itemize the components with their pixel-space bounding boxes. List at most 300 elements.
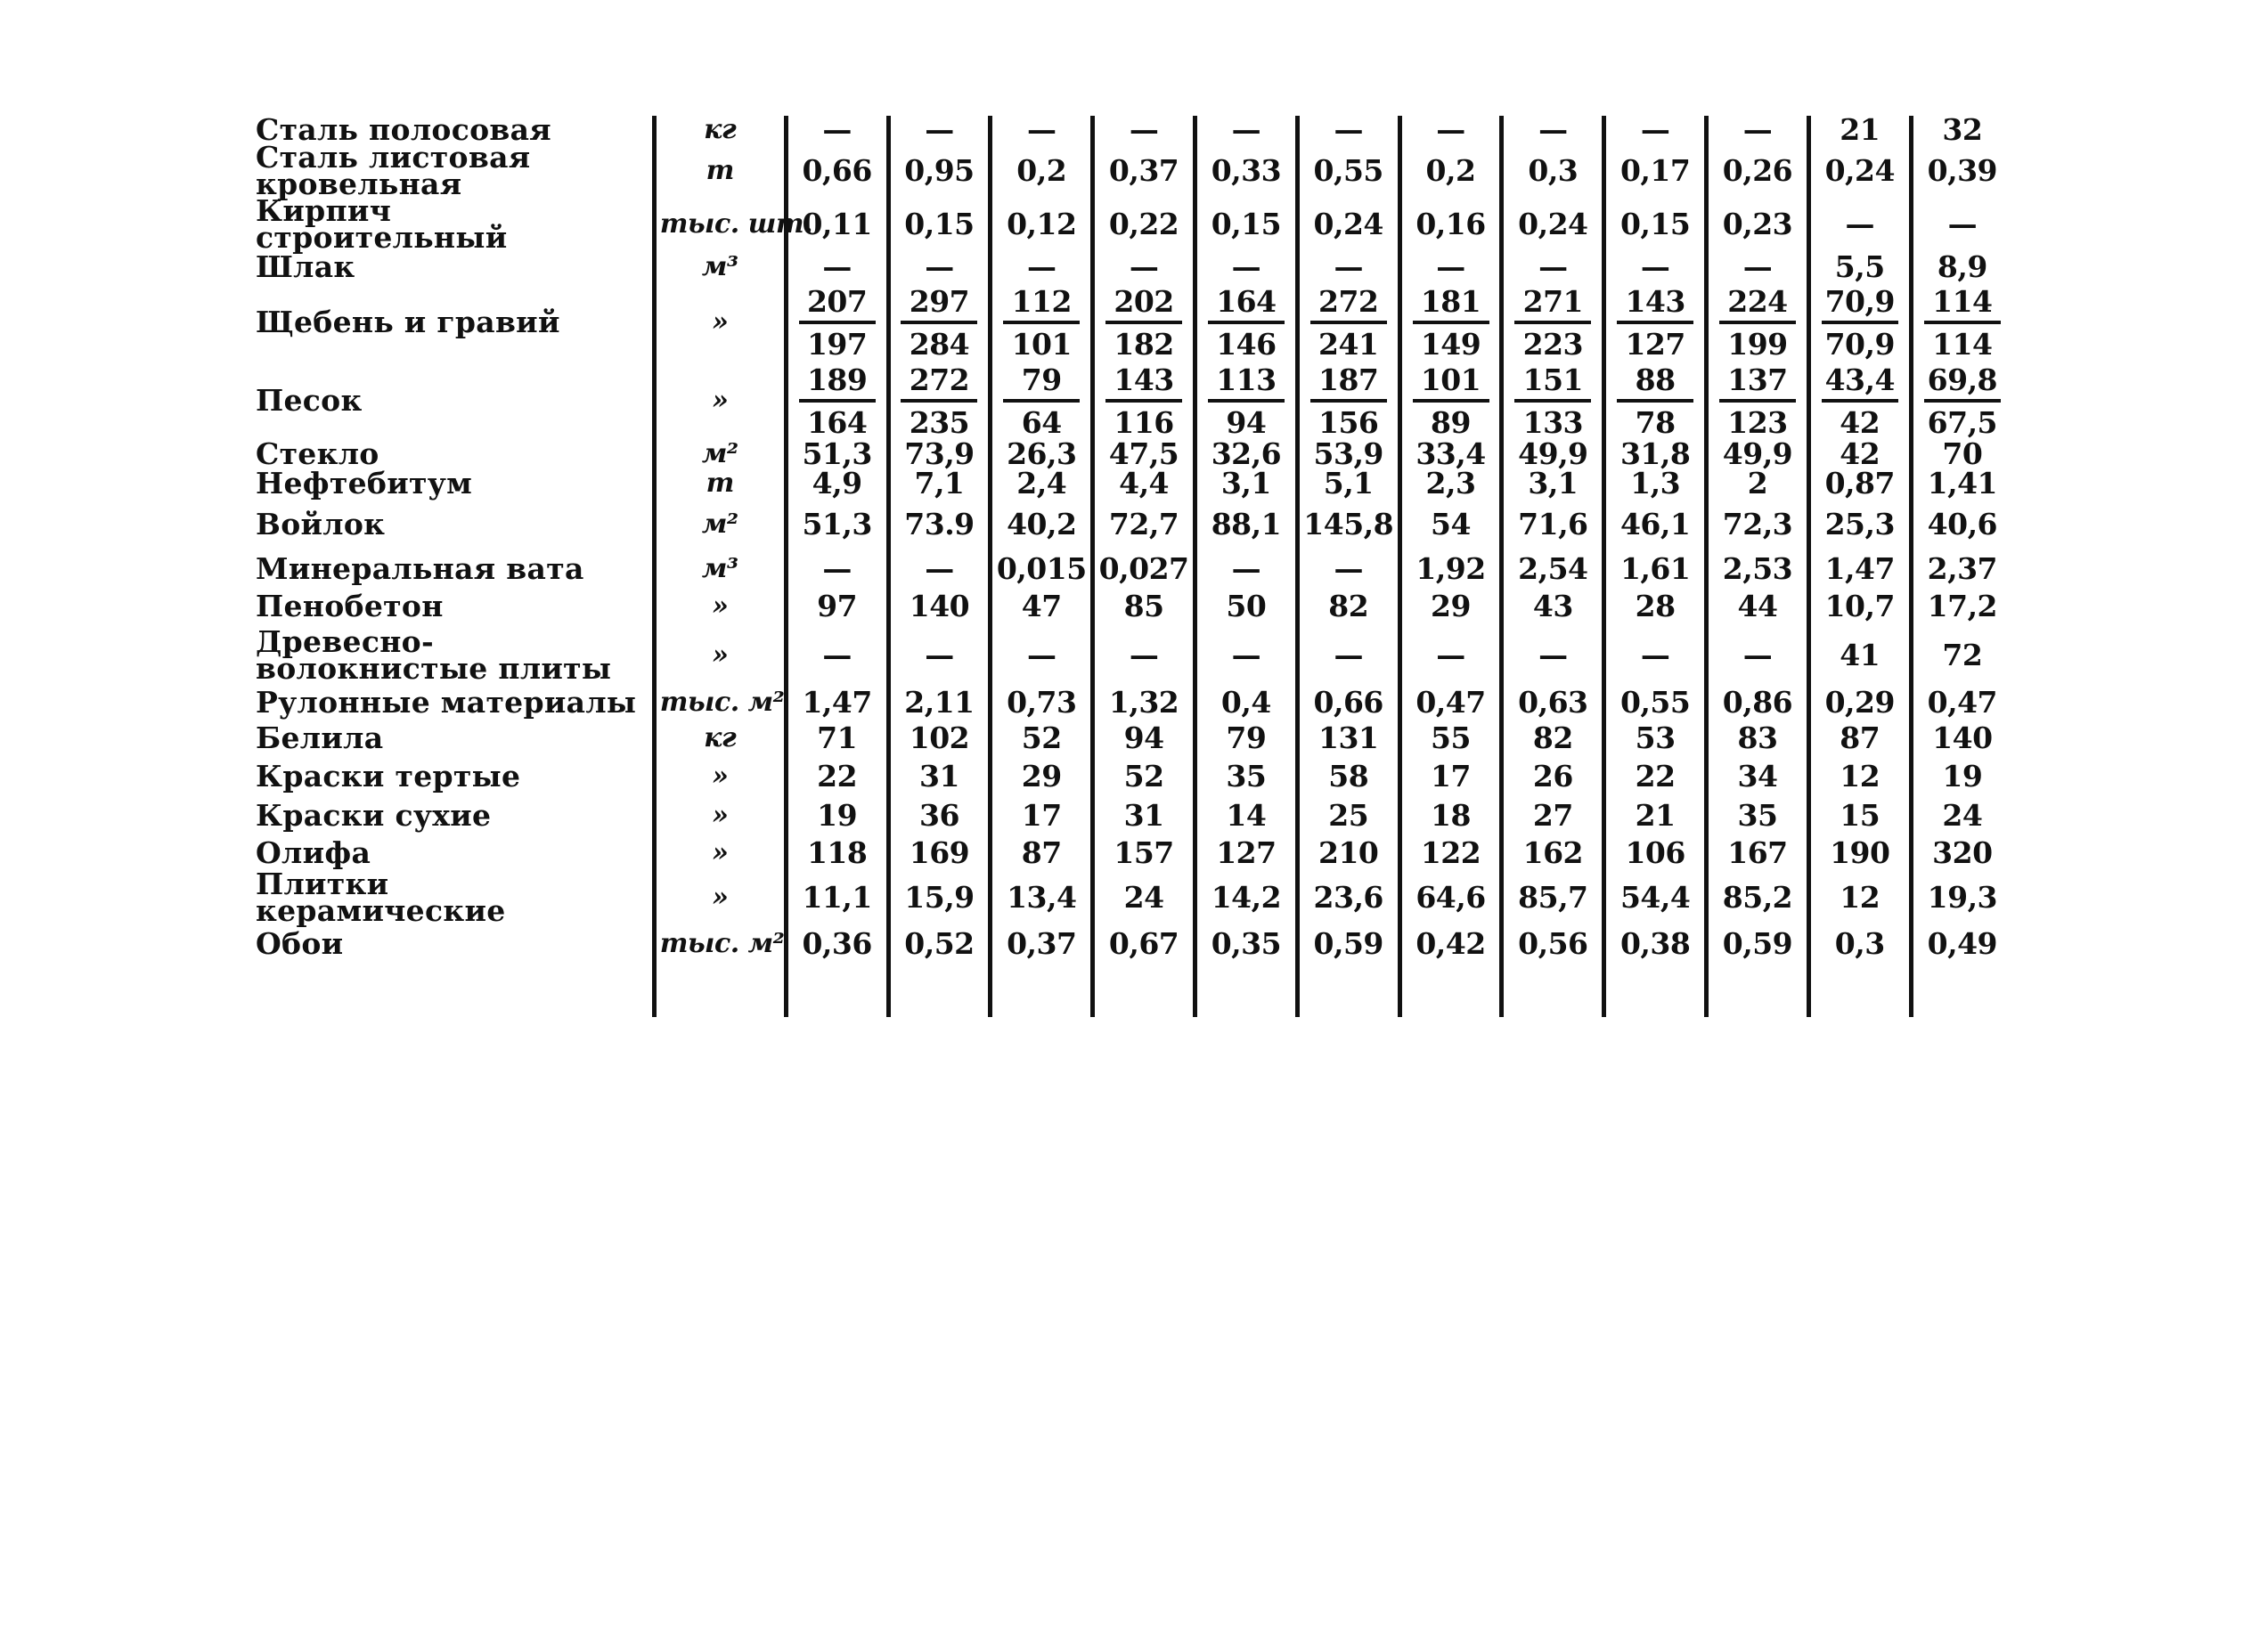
spacer-cell: [1604, 964, 1707, 1017]
value-cell: 0,55: [1604, 686, 1707, 720]
value-cell: 0,11: [786, 198, 888, 251]
value-cell: 36: [888, 796, 991, 835]
fraction-numerator: 181: [1413, 283, 1489, 324]
fraction-numerator: 101: [1413, 362, 1489, 403]
fraction-cell: [888, 362, 991, 440]
spacer-cell: [888, 964, 991, 1017]
table-row: [252, 198, 2011, 251]
value-cell: 0,49: [1911, 924, 2011, 964]
fraction: [799, 362, 876, 440]
value-cell: 0,2: [991, 144, 1093, 198]
fraction-denominator: 146: [1216, 327, 1277, 362]
value-cell: 140: [1911, 720, 2011, 757]
value-cell: —: [1502, 251, 1604, 283]
material-unit: кг: [654, 720, 786, 757]
value-cell: 162: [1502, 835, 1604, 871]
value-cell: 0,23: [1707, 198, 1809, 251]
value-cell: 47: [991, 588, 1093, 625]
fraction-numerator: 143: [1105, 362, 1182, 403]
value-cell: 106: [1604, 835, 1707, 871]
material-unit: »: [654, 796, 786, 835]
value-cell: 0,55: [1297, 144, 1399, 198]
value-cell: 54: [1399, 499, 1502, 550]
material-unit: тыс. м²: [654, 924, 786, 964]
value-cell: 0,027: [1093, 550, 1195, 588]
fraction: [1617, 362, 1693, 440]
value-cell: 22: [786, 757, 888, 796]
value-cell: 2,53: [1707, 550, 1809, 588]
fraction-denominator: 156: [1318, 405, 1379, 440]
table-row: [252, 550, 2011, 588]
value-cell: 53,9: [1297, 440, 1399, 468]
value-cell: 25: [1297, 796, 1399, 835]
value-cell: 0,33: [1195, 144, 1297, 198]
fraction-numerator: 69,8: [1924, 362, 2001, 403]
value-cell: —: [1399, 625, 1502, 686]
value-cell: 15: [1808, 796, 1911, 835]
value-cell: 0,3: [1808, 924, 1911, 964]
value-cell: 0,29: [1808, 686, 1911, 720]
value-cell: 49,9: [1707, 440, 1809, 468]
value-cell: —: [888, 116, 991, 144]
value-cell: —: [1093, 625, 1195, 686]
value-cell: —: [1399, 116, 1502, 144]
value-cell: —: [786, 116, 888, 144]
value-cell: —: [888, 625, 991, 686]
value-cell: 26: [1502, 757, 1604, 796]
value-cell: 41: [1808, 625, 1911, 686]
value-cell: 19: [786, 796, 888, 835]
table-row: [252, 625, 2011, 686]
material-unit: кг: [654, 116, 786, 144]
value-cell: 3,1: [1195, 468, 1297, 499]
material-name: Щебень и гравий: [256, 305, 560, 339]
fraction: [1310, 362, 1387, 440]
value-cell: 169: [888, 835, 991, 871]
fraction-numerator: 70,9: [1822, 283, 1898, 324]
value-cell: 85: [1093, 588, 1195, 625]
value-cell: 71,6: [1502, 499, 1604, 550]
value-cell: 97: [786, 588, 888, 625]
value-cell: 1,32: [1093, 686, 1195, 720]
value-cell: 35: [1707, 796, 1809, 835]
fraction-numerator: 207: [799, 283, 876, 324]
value-cell: 12: [1808, 757, 1911, 796]
value-cell: 52: [991, 720, 1093, 757]
fraction: [799, 283, 876, 362]
fraction-cell: [1911, 283, 2011, 362]
value-cell: 21: [1604, 796, 1707, 835]
fraction-denominator: 70,9: [1824, 327, 1895, 362]
value-cell: 0,42: [1399, 924, 1502, 964]
value-cell: 145,8: [1297, 499, 1399, 550]
material-name: Кирпич строительный: [256, 193, 508, 255]
value-cell: 10,7: [1808, 588, 1911, 625]
value-cell: —: [1502, 116, 1604, 144]
material-name: Стекло: [256, 436, 379, 471]
fraction: [1719, 283, 1796, 362]
fraction-numerator: 271: [1514, 283, 1591, 324]
fraction-denominator: 284: [909, 327, 970, 362]
material-name: Минеральная вата: [256, 551, 584, 586]
material-unit: »: [654, 757, 786, 796]
value-cell: 0,67: [1093, 924, 1195, 964]
value-cell: —: [1604, 625, 1707, 686]
value-cell: —: [888, 550, 991, 588]
table-row: [252, 283, 2011, 362]
value-cell: 43: [1502, 588, 1604, 625]
table-row: [252, 251, 2011, 283]
fraction-cell: [1911, 362, 2011, 440]
fraction-denominator: 149: [1420, 327, 1481, 362]
material-name: Краски тертые: [256, 759, 521, 794]
value-cell: 31,8: [1604, 440, 1707, 468]
fraction-numerator: 137: [1719, 362, 1796, 403]
value-cell: 28: [1604, 588, 1707, 625]
value-cell: 15,9: [888, 871, 991, 924]
fraction-numerator: 272: [901, 362, 977, 403]
value-cell: 51,3: [786, 499, 888, 550]
value-cell: 0,52: [888, 924, 991, 964]
value-cell: 1,47: [786, 686, 888, 720]
fraction-denominator: 197: [806, 327, 868, 362]
value-cell: 7,1: [888, 468, 991, 499]
material-unit: »: [654, 283, 786, 362]
fraction-denominator: 123: [1727, 405, 1788, 440]
fraction: [1822, 283, 1898, 362]
value-cell: 8,9: [1911, 251, 2011, 283]
fraction-denominator: 64: [1021, 405, 1062, 440]
spacer-cell: [654, 964, 786, 1017]
table-row: [252, 144, 2011, 198]
fraction-cell: [1707, 283, 1809, 362]
fraction-denominator: 241: [1318, 327, 1379, 362]
table-row: [252, 499, 2011, 550]
value-cell: 85,7: [1502, 871, 1604, 924]
value-cell: 0,47: [1399, 686, 1502, 720]
value-cell: 0,87: [1808, 468, 1911, 499]
table-row: [252, 796, 2011, 835]
fraction: [1719, 362, 1796, 440]
value-cell: —: [991, 625, 1093, 686]
value-cell: 27: [1502, 796, 1604, 835]
value-cell: 0,37: [991, 924, 1093, 964]
fraction-denominator: 199: [1727, 327, 1788, 362]
value-cell: —: [1399, 251, 1502, 283]
material-name: Олифа: [256, 835, 371, 870]
fraction-denominator: 94: [1226, 405, 1267, 440]
material-unit: »: [654, 588, 786, 625]
fraction-denominator: 116: [1114, 405, 1174, 440]
table-row: [252, 468, 2011, 499]
fraction: [1822, 362, 1898, 440]
fraction-cell: [1195, 283, 1297, 362]
fraction-cell: [1399, 283, 1502, 362]
fraction-cell: [1297, 362, 1399, 440]
fraction: [1617, 283, 1693, 362]
value-cell: —: [786, 625, 888, 686]
value-cell: 79: [1195, 720, 1297, 757]
fraction: [1105, 362, 1182, 440]
value-cell: 2: [1707, 468, 1809, 499]
value-cell: 131: [1297, 720, 1399, 757]
material-unit: »: [654, 871, 786, 924]
value-cell: 0,66: [1297, 686, 1399, 720]
value-cell: —: [1195, 625, 1297, 686]
value-cell: 102: [888, 720, 991, 757]
value-cell: 83: [1707, 720, 1809, 757]
value-cell: 18: [1399, 796, 1502, 835]
materials-table: [252, 112, 2011, 1017]
value-cell: 47,5: [1093, 440, 1195, 468]
value-cell: 72,7: [1093, 499, 1195, 550]
material-unit: м²: [654, 440, 786, 468]
value-cell: —: [786, 550, 888, 588]
fraction-cell: [1808, 362, 1911, 440]
value-cell: 29: [1399, 588, 1502, 625]
value-cell: 167: [1707, 835, 1809, 871]
fraction-denominator: 235: [909, 405, 970, 440]
value-cell: —: [991, 251, 1093, 283]
fraction: [901, 362, 977, 440]
value-cell: 73,9: [888, 440, 991, 468]
fraction-cell: [786, 362, 888, 440]
value-cell: 118: [786, 835, 888, 871]
spacer-cell: [1502, 964, 1604, 1017]
fraction-numerator: 151: [1514, 362, 1591, 403]
spacer-cell: [1911, 964, 2011, 1017]
value-cell: 2,4: [991, 468, 1093, 499]
value-cell: 0,86: [1707, 686, 1809, 720]
value-cell: —: [1707, 251, 1809, 283]
material-unit: м²: [654, 499, 786, 550]
value-cell: 23,6: [1297, 871, 1399, 924]
value-cell: 0,3: [1502, 144, 1604, 198]
fraction-cell: [888, 283, 991, 362]
fraction-denominator: 164: [806, 405, 868, 440]
value-cell: 64,6: [1399, 871, 1502, 924]
spacer-cell: [1707, 964, 1809, 1017]
value-cell: 22: [1604, 757, 1707, 796]
material-unit: тыс. м²: [654, 686, 786, 720]
value-cell: 0,17: [1604, 144, 1707, 198]
value-cell: 26,3: [991, 440, 1093, 468]
fraction: [1105, 283, 1182, 362]
value-cell: 127: [1195, 835, 1297, 871]
value-cell: 17,2: [1911, 588, 2011, 625]
table-row: [252, 871, 2011, 924]
material-unit: т: [654, 144, 786, 198]
value-cell: 0,56: [1502, 924, 1604, 964]
value-cell: 19,3: [1911, 871, 2011, 924]
fraction: [1208, 283, 1285, 362]
material-unit: м³: [654, 251, 786, 283]
value-cell: 2,54: [1502, 550, 1604, 588]
material-name: Обои: [256, 926, 344, 961]
value-cell: 5,1: [1297, 468, 1399, 499]
value-cell: 52: [1093, 757, 1195, 796]
value-cell: 13,4: [991, 871, 1093, 924]
value-cell: —: [1297, 625, 1399, 686]
value-cell: 72: [1911, 625, 2011, 686]
fraction: [1208, 362, 1285, 440]
value-cell: 82: [1502, 720, 1604, 757]
value-cell: —: [1707, 116, 1809, 144]
fraction-numerator: 112: [1003, 283, 1080, 324]
spacer-cell: [991, 964, 1093, 1017]
value-cell: 19: [1911, 757, 2011, 796]
value-cell: 1,47: [1808, 550, 1911, 588]
value-cell: 0,24: [1502, 198, 1604, 251]
fraction-numerator: 143: [1617, 283, 1693, 324]
material-name: Пенобетон: [256, 589, 444, 623]
fraction-numerator: 43,4: [1822, 362, 1898, 403]
fraction-cell: [1707, 362, 1809, 440]
value-cell: 0,39: [1911, 144, 2011, 198]
fraction-numerator: 88: [1617, 362, 1693, 403]
material-unit: »: [654, 625, 786, 686]
fraction-denominator: 182: [1114, 327, 1174, 362]
material-name: Шлак: [256, 249, 355, 284]
value-cell: —: [786, 251, 888, 283]
value-cell: 1,3: [1604, 468, 1707, 499]
table-end-spacer: [252, 964, 2011, 1017]
value-cell: —: [1297, 116, 1399, 144]
material-unit: т: [654, 468, 786, 499]
value-cell: 0,38: [1604, 924, 1707, 964]
fraction-cell: [1604, 362, 1707, 440]
value-cell: 31: [1093, 796, 1195, 835]
value-cell: —: [1707, 625, 1809, 686]
spacer-cell: [1297, 964, 1399, 1017]
value-cell: 49,9: [1502, 440, 1604, 468]
spacer-cell: [1808, 964, 1911, 1017]
value-cell: —: [888, 251, 991, 283]
value-cell: —: [1195, 116, 1297, 144]
value-cell: 44: [1707, 588, 1809, 625]
value-cell: 2,3: [1399, 468, 1502, 499]
value-cell: 17: [1399, 757, 1502, 796]
value-cell: 2,11: [888, 686, 991, 720]
material-name: Нефтебитум: [256, 466, 473, 501]
spacer-cell: [1399, 964, 1502, 1017]
fraction-numerator: 189: [799, 362, 876, 403]
value-cell: —: [1911, 198, 2011, 251]
fraction-cell: [991, 362, 1093, 440]
value-cell: 46,1: [1604, 499, 1707, 550]
value-cell: —: [1808, 198, 1911, 251]
table-row: [252, 720, 2011, 757]
value-cell: 33,4: [1399, 440, 1502, 468]
fraction: [1924, 283, 2001, 362]
value-cell: 55: [1399, 720, 1502, 757]
value-cell: —: [1093, 116, 1195, 144]
fraction-denominator: 133: [1522, 405, 1584, 440]
fraction-cell: [1604, 283, 1707, 362]
value-cell: 82: [1297, 588, 1399, 625]
value-cell: —: [1604, 116, 1707, 144]
fraction-denominator: 101: [1011, 327, 1072, 362]
value-cell: 320: [1911, 835, 2011, 871]
value-cell: 40,6: [1911, 499, 2011, 550]
value-cell: 0,95: [888, 144, 991, 198]
fraction-denominator: 78: [1635, 405, 1676, 440]
value-cell: —: [991, 116, 1093, 144]
value-cell: 4,4: [1093, 468, 1195, 499]
fraction-cell: [1093, 362, 1195, 440]
spacer-cell: [252, 964, 654, 1017]
value-cell: 0,66: [786, 144, 888, 198]
fraction: [1003, 283, 1080, 362]
fraction-cell: [1808, 283, 1911, 362]
fraction: [1413, 362, 1489, 440]
fraction-cell: [1195, 362, 1297, 440]
value-cell: 0,37: [1093, 144, 1195, 198]
fraction-cell: [991, 283, 1093, 362]
value-cell: 0,15: [888, 198, 991, 251]
value-cell: 0,16: [1399, 198, 1502, 251]
value-cell: 32,6: [1195, 440, 1297, 468]
spacer-cell: [1195, 964, 1297, 1017]
fraction-numerator: 272: [1310, 283, 1387, 324]
value-cell: 0,24: [1297, 198, 1399, 251]
fraction-denominator: 89: [1431, 405, 1471, 440]
value-cell: 24: [1911, 796, 2011, 835]
table-row: [252, 757, 2011, 796]
value-cell: 210: [1297, 835, 1399, 871]
material-name: Сталь листовая кровельная: [256, 140, 531, 201]
material-name: Плитки керамические: [256, 867, 506, 928]
fraction-numerator: 224: [1719, 283, 1796, 324]
value-cell: 12: [1808, 871, 1911, 924]
material-name: Песок: [256, 383, 363, 418]
value-cell: —: [1195, 251, 1297, 283]
fraction-numerator: 113: [1208, 362, 1285, 403]
value-cell: 0,015: [991, 550, 1093, 588]
spacer-cell: [1093, 964, 1195, 1017]
value-cell: 0,47: [1911, 686, 2011, 720]
fraction: [1310, 283, 1387, 362]
value-cell: 0,63: [1502, 686, 1604, 720]
fraction-numerator: 164: [1208, 283, 1285, 324]
fraction-cell: [1093, 283, 1195, 362]
value-cell: 1,61: [1604, 550, 1707, 588]
value-cell: 34: [1707, 757, 1809, 796]
fraction-denominator: 42: [1840, 405, 1880, 440]
material-name: Древесно-волокнистые плиты: [256, 624, 612, 686]
value-cell: 1,92: [1399, 550, 1502, 588]
value-cell: 1,41: [1911, 468, 2011, 499]
spacer-cell: [786, 964, 888, 1017]
fraction-numerator: 187: [1310, 362, 1387, 403]
value-cell: 0,35: [1195, 924, 1297, 964]
fraction-cell: [1297, 283, 1399, 362]
value-cell: 32: [1911, 116, 2011, 144]
value-cell: 0,15: [1604, 198, 1707, 251]
value-cell: 50: [1195, 588, 1297, 625]
value-cell: 122: [1399, 835, 1502, 871]
value-cell: 88,1: [1195, 499, 1297, 550]
value-cell: 14: [1195, 796, 1297, 835]
value-cell: 87: [991, 835, 1093, 871]
fraction-numerator: 114: [1924, 283, 2001, 324]
value-cell: 5,5: [1808, 251, 1911, 283]
material-name: Войлок: [256, 507, 386, 541]
table-row: [252, 588, 2011, 625]
value-cell: 0,2: [1399, 144, 1502, 198]
table-row: [252, 686, 2011, 720]
value-cell: 0,24: [1808, 144, 1911, 198]
